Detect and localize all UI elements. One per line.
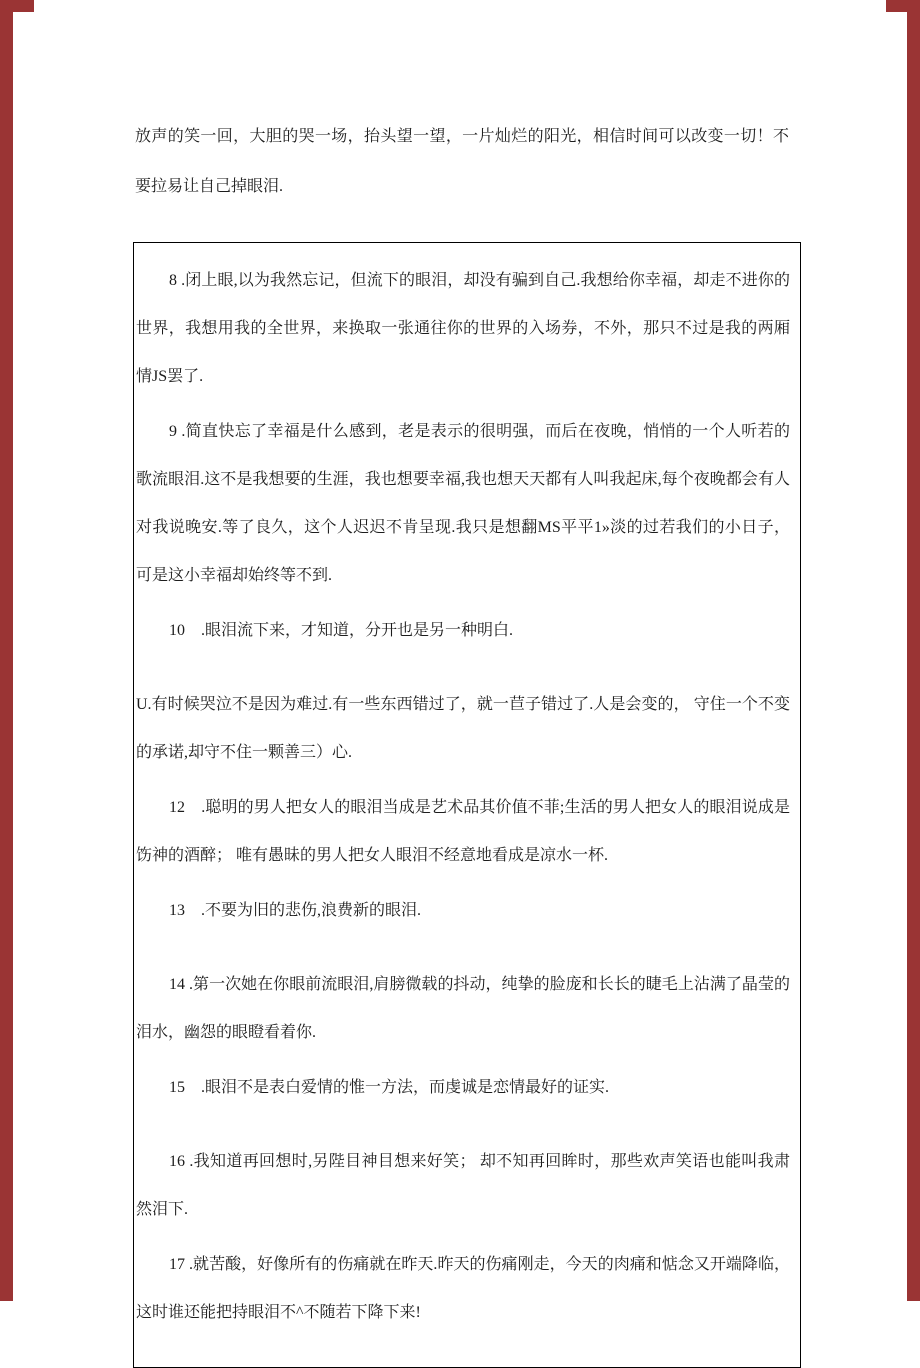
- quote-item-13: 13 .不要为旧的悲伤,浪费新的眼泪.: [169, 902, 422, 919]
- quote-item-17: 17 .就苦酸，好像所有的伤痛就在昨天.昨天的伤痛刚走，今天的肉痛和惦念又开端降临， 这时谁还能把持眼泪不^不随若下降下来!: [136, 1256, 790, 1321]
- top-right-border-cap: [886, 0, 920, 12]
- quotes-box: [133, 242, 801, 1368]
- left-border-bar: [0, 0, 13, 1301]
- quote-item-9: 9 .简直快忘了幸福是什么感到，老是表示的很明强，而后在夜晚，悄悄的一个人听若的歌流眼泪.这不是我想要的生涯，我也想要幸福,我也想天天都有人叫我起床,每个夜晚都会有人对我说晚安.等了良久，这个人迟迟不肯呈现.我只是想翻MS平平1»淡的过若我们的小日子，可是这小幸福却始终等不到.: [136, 423, 790, 584]
- quote-item-8: 8 .闭上眼,以为我然忘记，但流下的眼泪，却没有骗到自己.我想给你幸福，却走不进你的世界，我想用我的全世界，来换取一张通往你的世界的入场券，不外，那只不过是我的两厢情JS罢了.: [136, 272, 790, 385]
- intro-paragraph: 放声的笑一回，大胆的哭一场，抬头望一望，一片灿烂的阳光，相信时间可以改变一切！不要拉易让自己掉眼泪.: [135, 128, 789, 195]
- quote-item-10: 10 .眼泪流下来，才知道，分开也是另一种明白.: [169, 622, 514, 639]
- document-content: [133, 0, 801, 1368]
- quote-item-12: 12 .聪明的男人把女人的眼泪当成是艺术品其价值不菲;生活的男人把女人的眼泪说成是饬神的酒醉； 唯有愚昧的男人把女人眼泪不经意地看成是凉水一杯.: [136, 799, 790, 864]
- quote-item-16: 16 .我知道再回想时,另陛目神目想来好笑； 却不知再回眸时，那些欢声笑语也能叫我肃然泪下.: [136, 1153, 790, 1218]
- top-left-border-cap: [0, 0, 34, 12]
- quote-item-14: 14 .第一次她在你眼前流眼泪,肩膀微载的抖动，纯挚的脸庞和长长的睫毛上沾满了晶莹的泪水，幽怨的眼瞪看着你.: [136, 976, 790, 1041]
- quote-item-11: U.有时候哭泣不是因为难过.有一些东西错过了，就一苣子错过了.人是会变的， 守住一个不变的承诺,却守不住一颗善三）心.: [136, 696, 790, 761]
- quote-item-15: 15 .眼泪不是表白爱情的惟一方法，而虔诚是恋情最好的证实.: [169, 1079, 610, 1096]
- right-border-bar: [907, 0, 920, 1301]
